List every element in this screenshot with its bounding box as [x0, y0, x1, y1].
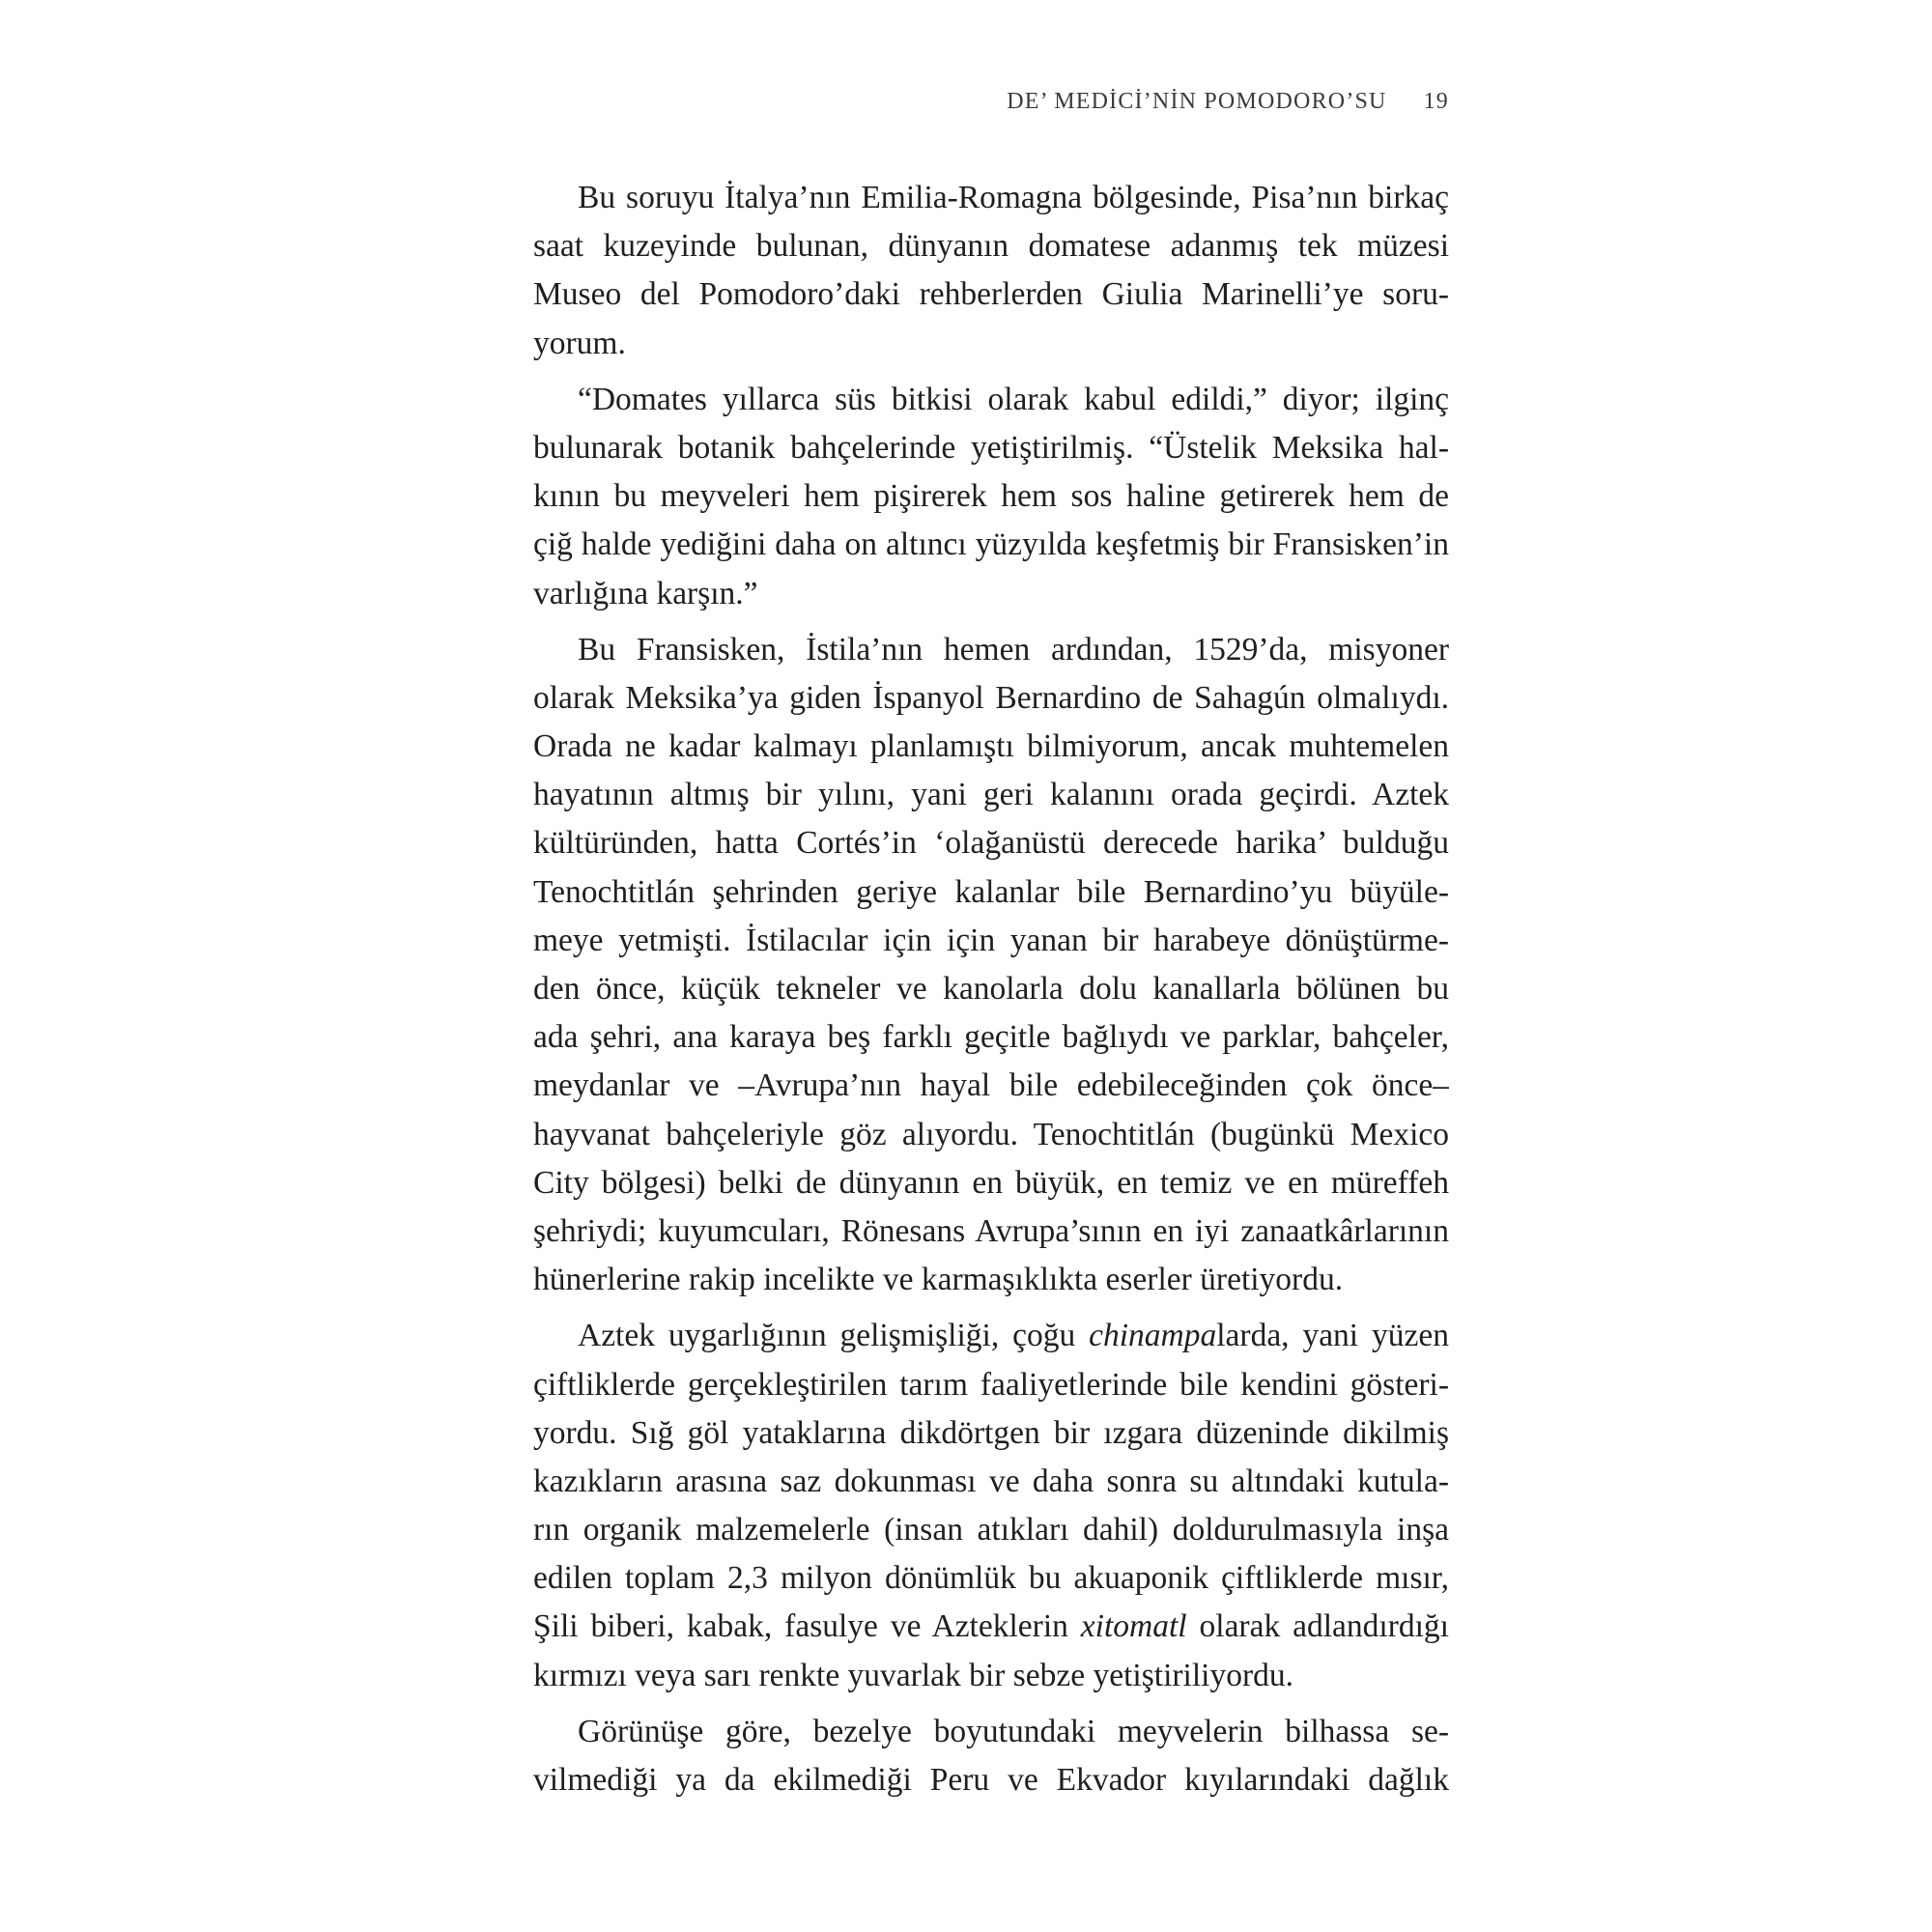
running-title: DE’ MEDİCİ’NİN POMODORO’SU — [1007, 89, 1387, 114]
text-run: Şili biberi, kabak, fasulye ve Azteklerin — [533, 1608, 1081, 1645]
text-line: “Domates yıllarca süs bitkisi olarak kabul edildi,” diyor; ilginç — [578, 381, 1449, 417]
text-line: varlığına karşın.” — [533, 575, 758, 611]
text-line: şehriydi; kuyumcuları, Rönesans Avrupa’sının en iyi zanaatkârlarının — [533, 1212, 1449, 1249]
text-line: hayvanat bahçeleriyle göz alıyordu. Tenochtitlán (bugünkü Mexico — [533, 1116, 1449, 1152]
text-line: yordu. Sığ göl yataklarına dikdörtgen bir ızgara düzeninde dikilmiş — [533, 1414, 1449, 1451]
text-line: den önce, küçük tekneler ve kanolarla dolu kanallarla bölünen bu — [533, 971, 1449, 1007]
text-line: Tenochtitlán şehrinden geriye kalanlar bile Bernardino’yu büyüle- — [533, 873, 1449, 910]
text-line: meye yetmişti. İstilacılar için için yanan bir harabeye dönüştürme- — [533, 922, 1449, 958]
text-line: yorum. — [533, 325, 626, 361]
text-line: Bu soruyu İtalya’nın Emilia-Romagna bölgesinde, Pisa’nın birkaç — [578, 180, 1449, 215]
text-run: olarak adlandırdığı — [1186, 1608, 1449, 1645]
text-run: larda, yani yüzen — [1216, 1318, 1449, 1354]
text-line: kırmızı veya sarı renkte yuvarlak bir sebze yetiştiriliyordu. — [533, 1657, 1293, 1693]
text-line: Museo del Pomodoro’daki rehberlerden Giulia Marinelli’ye soru- — [533, 276, 1449, 313]
text-line: vilmediği ya da ekilmediği Peru ve Ekvador kıyılarındaki dağlık — [533, 1762, 1449, 1798]
text-line: saat kuzeyinde bulunan, dünyanın domatese adanmış tek müzesi — [533, 228, 1449, 265]
text-line: hünerlerine rakip incelikte ve karmaşıklıkta eserler üretiyordu. — [533, 1262, 1344, 1298]
paragraph — [533, 1312, 1449, 1700]
body-text — [533, 174, 1449, 1812]
text-line: ada şehri, ana karaya beş farklı geçitle bağlıydı ve parklar, bahçeler, — [533, 1019, 1449, 1056]
italic-term-xitomatl: xitomatl — [1080, 1608, 1187, 1645]
text-line: Bu Fransisken, İstila’nın hemen ardından, 1529’da, misyoner — [578, 631, 1449, 668]
text-line: çiğ halde yediğini daha on altıncı yüzyılda keşfetmiş bir Fransisken’in — [533, 526, 1449, 563]
text-line: kının bu meyveleri hem pişirerek hem sos haline getirerek hem de — [533, 478, 1449, 515]
text-line: Görünüşe göre, bezelye boyutundaki meyvelerin bilhassa se- — [578, 1713, 1449, 1749]
running-head — [869, 89, 1449, 115]
text-line: çiftliklerde gerçekleştirilen tarım faaliyetlerinde bile kendini gösteri- — [533, 1366, 1449, 1403]
paragraph — [533, 174, 1449, 368]
text-line: olarak Meksika’ya giden İspanyol Bernardino de Sahagún olmalıydı. — [533, 679, 1449, 716]
text-line: hayatının altmış bir yılını, yani geri kalanını orada geçirdi. Aztek — [533, 777, 1449, 813]
italic-term-chinampa: chinampa — [1089, 1318, 1217, 1354]
text-line: bulunarak botanik bahçelerinde yetiştirilmiş. “Üstelik Meksika hal- — [533, 429, 1449, 466]
text-line: kültüründen, hatta Cortés’in ‘olağanüstü derecede harika’ bulduğu — [533, 825, 1449, 862]
text-line: kazıkların arasına saz dokunması ve daha sonra su altındaki kutula- — [533, 1463, 1449, 1499]
text-line: rın organik malzemelerle (insan atıkları dahil) doldurulmasıyla inşa — [533, 1512, 1449, 1548]
text-line — [533, 1312, 1449, 1360]
page-number: 19 — [1423, 89, 1449, 114]
text-line: meydanlar ve –Avrupa’nın hayal bile edebileceğinden çok önce– — [533, 1067, 1449, 1104]
text-line — [533, 1603, 1449, 1651]
paragraph — [533, 376, 1449, 618]
text-line: Orada ne kadar kalmayı planlamıştı bilmiyorum, ancak muhtemelen — [533, 728, 1449, 765]
text-line: City bölgesi) belki de dünyanın en büyük, en temiz ve en müreffeh — [533, 1164, 1449, 1201]
paragraph — [533, 1708, 1449, 1804]
text-run: Aztek uygarlığının gelişmişliği, çoğu — [578, 1318, 1090, 1354]
paragraph — [533, 626, 1449, 1305]
text-line: edilen toplam 2,3 milyon dönümlük bu akuaponik çiftliklerde mısır, — [533, 1560, 1449, 1597]
